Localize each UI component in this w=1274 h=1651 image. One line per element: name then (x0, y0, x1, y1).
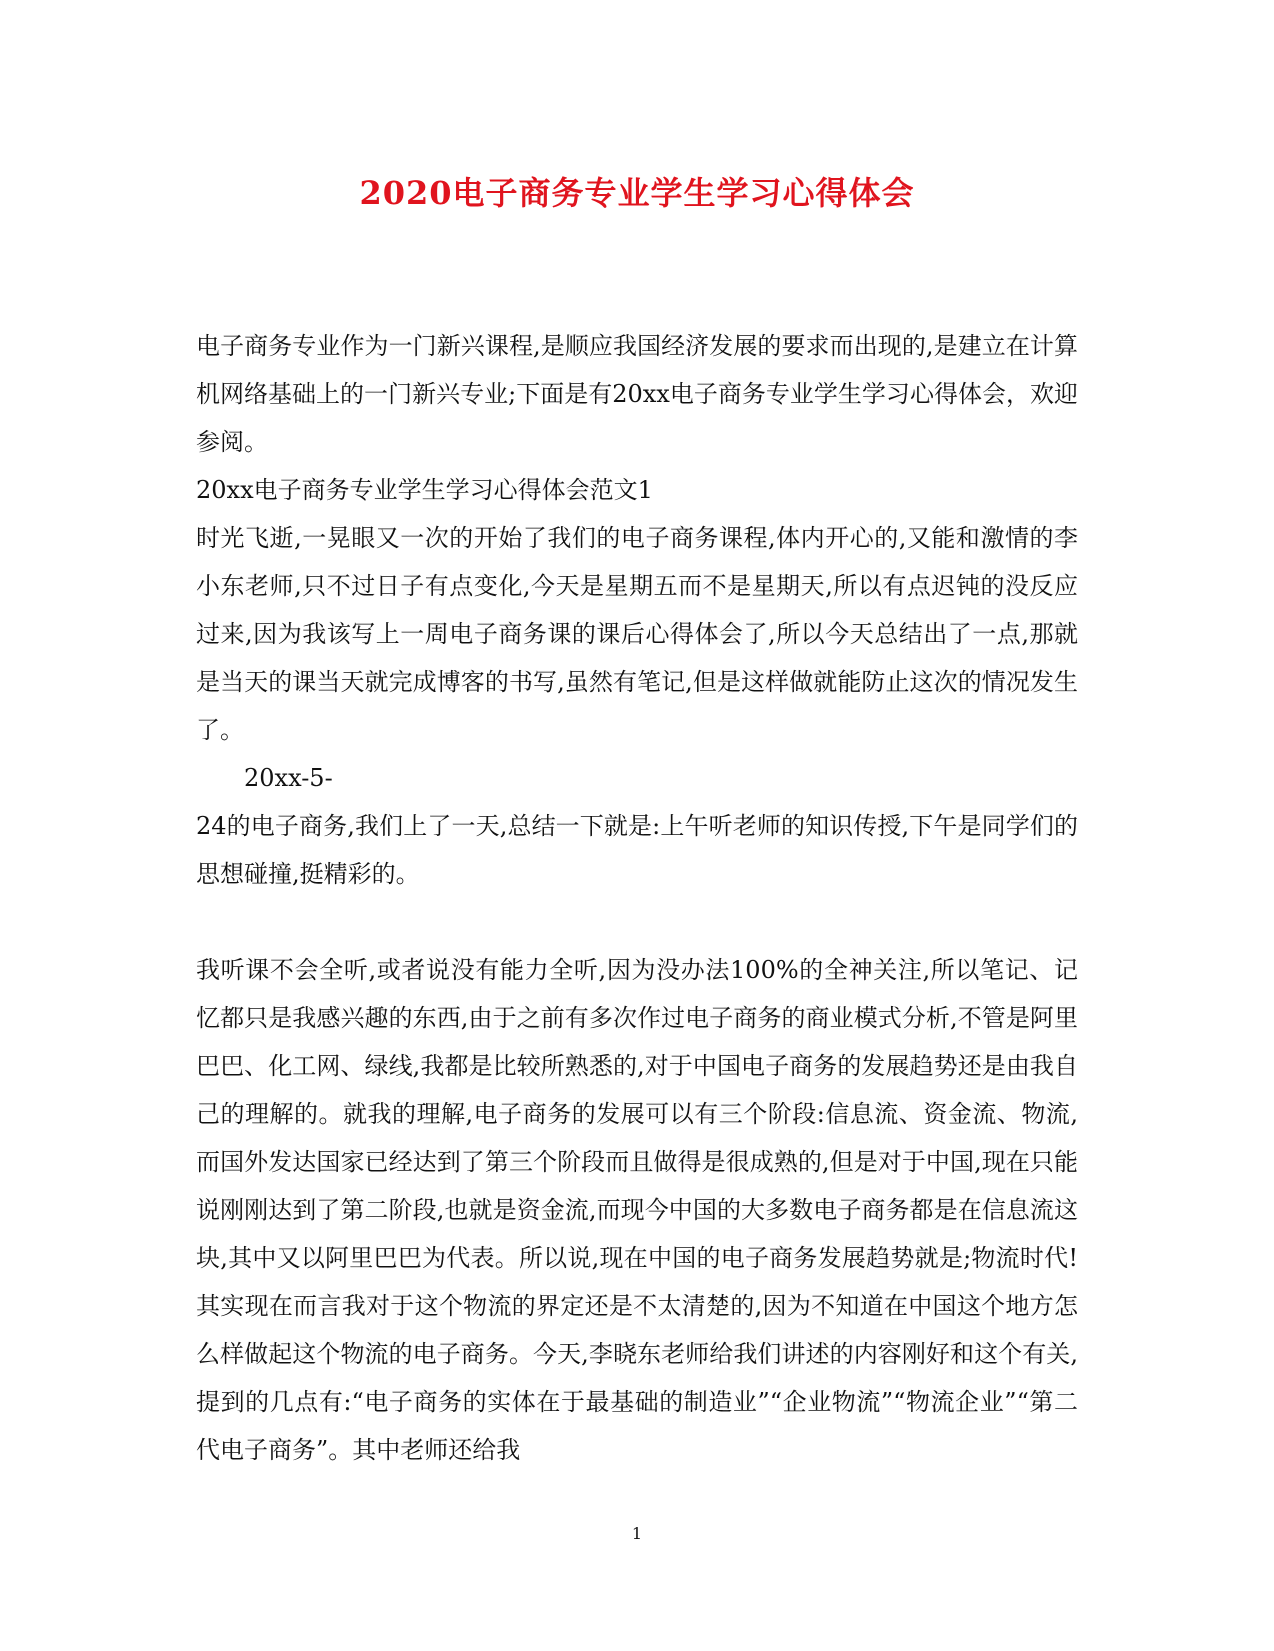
body-paragraph: 时光飞逝,一晃眼又一次的开始了我们的电子商务课程,体内开心的,又能和激情的李小东老师,只不过日子有点变化,今天是星期五而不是星期天,所以有点迟钝的没反应过来,因为我该写上一周电子商务课的课后心得体会了,所以今天总结出了一点,那就是当天的课当天就完成博客的书写,虽然有笔记,但是这样做就能防止这次的情况发生了。 (196, 524, 1078, 744)
section-heading: 20xx电子商务专业学生学习心得体会范文1 (196, 476, 653, 504)
body-paragraph: 24的电子商务,我们上了一天,总结一下就是:上午听老师的知识传授,下午是同学们的思想碰撞,挺精彩的。 (196, 812, 1078, 888)
date-line: 20xx-5- (244, 764, 333, 792)
document-body (196, 322, 1078, 1474)
intro-paragraph: 电子商务专业作为一门新兴课程,是顺应我国经济发展的要求而出现的,是建立在计算机网络基础上的一门新兴专业;下面是有20xx电子商务专业学生学习心得体会，欢迎参阅。 (196, 332, 1078, 456)
body-paragraph: 我听课不会全听,或者说没有能力全听,因为没办法100%的全神关注,所以笔记、记忆都只是我感兴趣的东西,由于之前有多次作过电子商务的商业模式分析,不管是阿里巴巴、化工网、绿线,我都是比较所熟悉的,对于中国电子商务的发展趋势还是由我自己的理解的。就我的理解,电子商务的发展可以有三个阶段:信息流、资金流、物流,而国外发达国家已经达到了第三个阶段而且做得是很成熟的,但是对于中国,现在只能说刚刚达到了第二阶段,也就是资金流,而现今中国的大多数电子商务都是在信息流这块,其中又以阿里巴巴为代表。所以说,现在中国的电子商务发展趋势就是;物流时代!其实现在而言我对于这个物流的界定还是不太清楚的,因为不知道在中国这个地方怎么样做起这个物流的电子商务。今天,李晓东老师给我们讲述的内容刚好和这个有关,提到的几点有:“电子商务的实体在于最基础的制造业”“企业物流”“物流企业”“第二代电子商务”。其中老师还给我 (196, 956, 1078, 1464)
document-title: 2020电子商务专业学生学习心得体会 (359, 174, 915, 212)
page-number: 1 (631, 1524, 643, 1543)
